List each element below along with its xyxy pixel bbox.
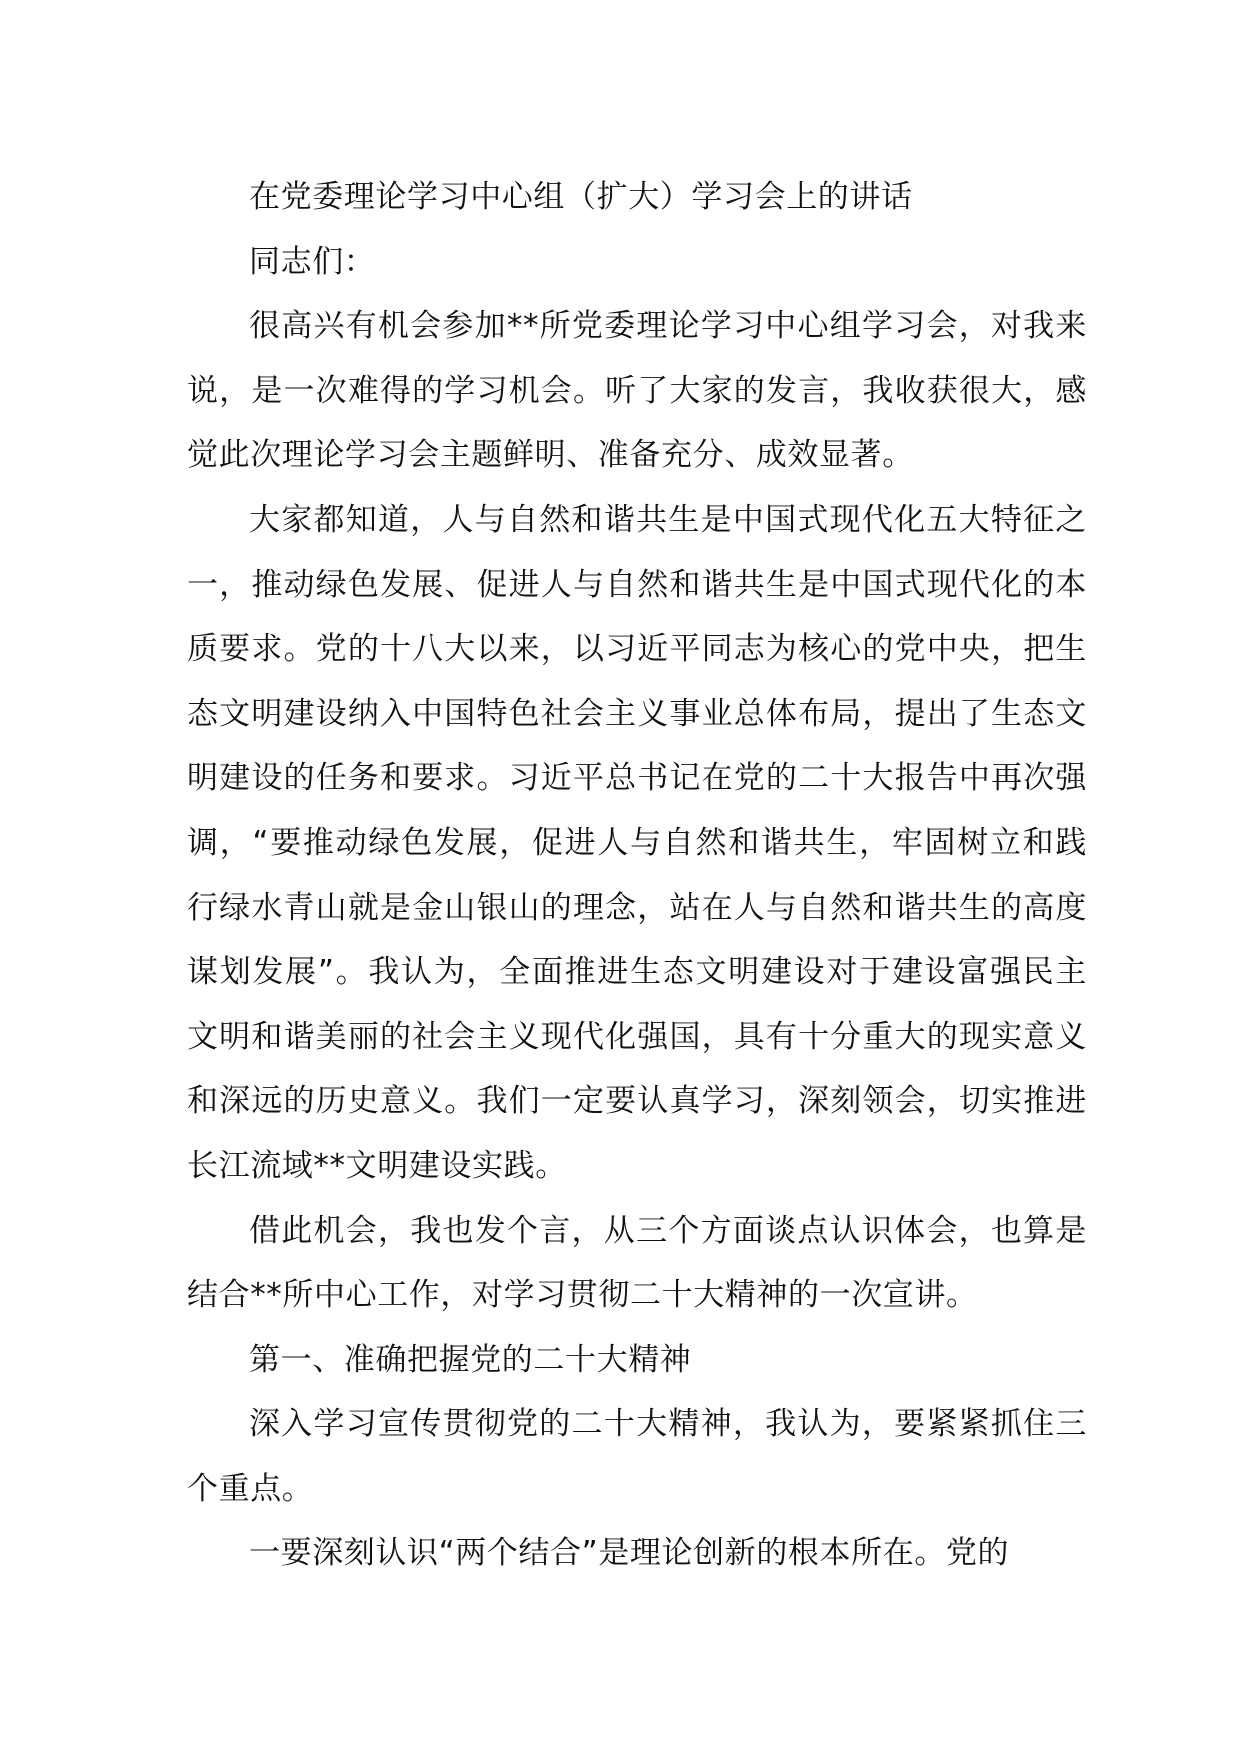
document-body [187,165,1087,1586]
document-title: 在党委理论学习中心组（扩大）学习会上的讲话 [249,179,913,215]
paragraph-point-one: 一要深刻认识“两个结合”是理论创新的根本所在。党的 [249,1535,1010,1572]
paragraph-opening: 很高兴有机会参加**所党委理论学习中心组学习会，对我来说，是一次难得的学习机会。听了大家的发言，我收获很大，感觉此次理论学习会主题鲜明、准备充分、成效显著。 [187,308,1087,474]
paragraph-ecology: 大家都知道，人与自然和谐共生是中国式现代化五大特征之一，推动绿色发展、促进人与自然和谐共生是中国式现代化的本质要求。党的十八大以来，以习近平同志为核心的党中央，把生态文明建设纳入中国特色社会主义事业总体布局，提出了生态文明建设的任务和要求。习近平总书记在党的二十大报告中再次强调，“要推动绿色发展，促进人与自然和谐共生，牢固树立和践行绿水青山就是金山银山的理念，站在人与自然和谐共生的高度谋划发展”。我认为，全面推进生态文明建设对于建设富强民主文明和谐美丽的社会主义现代化强国，具有十分重大的现实意义和深远的历史意义。我们一定要认真学习，深刻领会，切实推进长江流域**文明建设实践。 [187,501,1087,1184]
paragraph-three-points: 深入学习宣传贯彻党的二十大精神，我认为，要紧紧抓住三个重点。 [187,1406,1087,1507]
paragraph-intent: 借此机会，我也发个言，从三个方面谈点认识体会，也算是结合**所中心工作，对学习贯彻二十大精神的一次宣讲。 [187,1212,1087,1314]
salutation: 同志们： [249,243,376,280]
section-heading-first: 第一、准确把握党的二十大精神 [249,1341,692,1378]
